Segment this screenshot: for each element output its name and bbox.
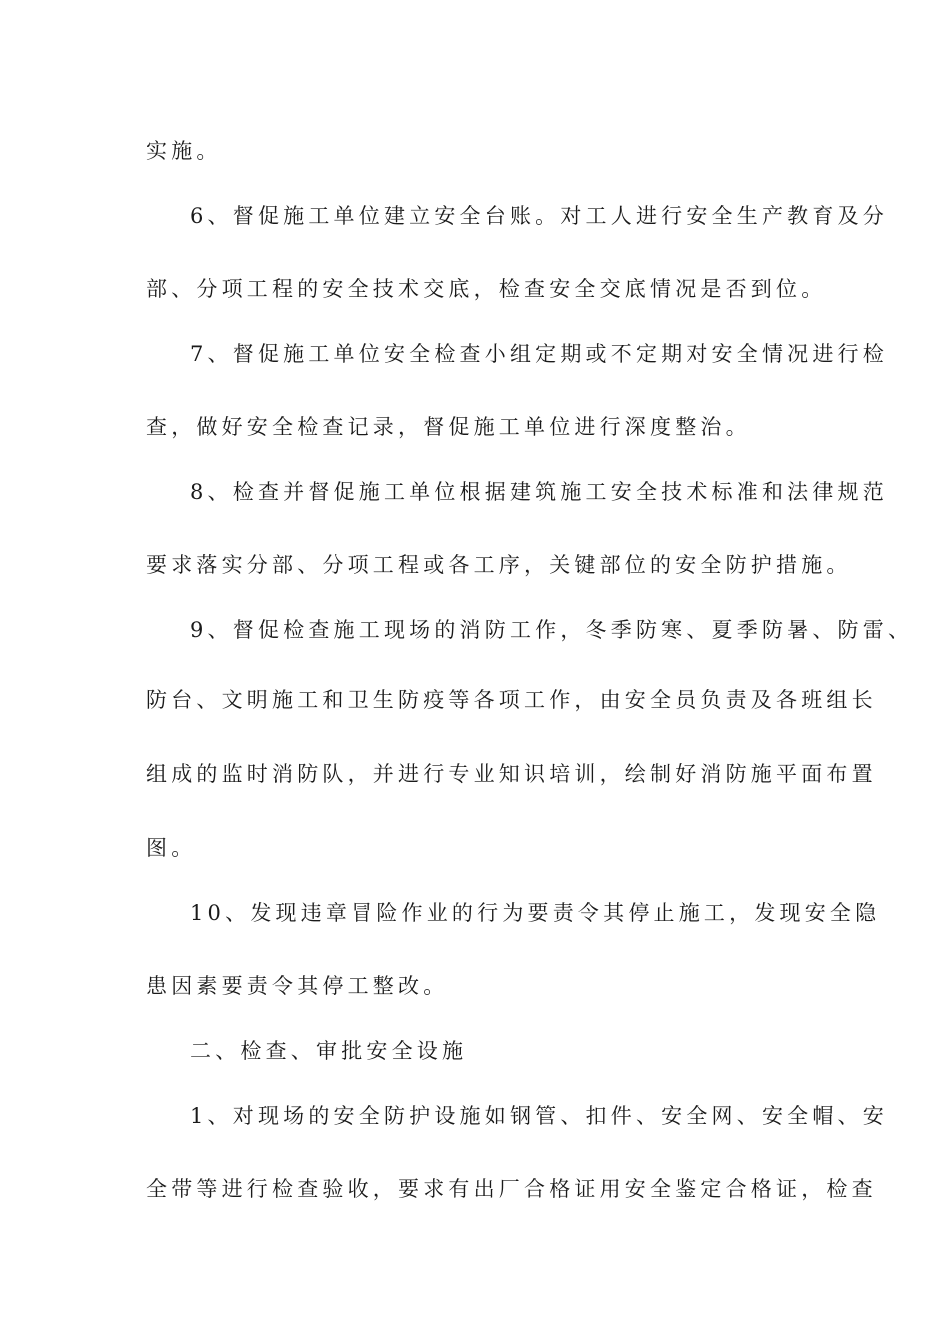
paragraph-line: 查，做好安全检查记录，督促施工单位进行深度整治。	[146, 415, 751, 439]
section-heading: 二、检查、审批安全设施	[190, 1039, 468, 1063]
paragraph-line: 防台、文明施工和卫生防疫等各项工作，由安全员负责及各班组长	[146, 688, 877, 712]
paragraph-line: 组成的监时消防队，并进行专业知识培训，绘制好消防施平面布置	[146, 762, 877, 786]
paragraph-line: 1、对现场的安全防护设施如钢管、扣件、安全网、安全帽、安	[190, 1104, 888, 1128]
paragraph-line: 部、分项工程的安全技术交底，检查安全交底情况是否到位。	[146, 277, 827, 301]
paragraph-line: 图。	[146, 836, 197, 860]
paragraph-line: 要求落实分部、分项工程或各工序，关键部位的安全防护措施。	[146, 553, 852, 577]
paragraph-line: 9、督促检查施工现场的消防工作，冬季防寒、夏季防暑、防雷、	[190, 618, 914, 642]
paragraph-line: 8、检查并督促施工单位根据建筑施工安全技术标准和法律规范	[190, 480, 888, 504]
paragraph-line: 实施。	[146, 139, 222, 163]
paragraph-line: 7、督促施工单位安全检查小组定期或不定期对安全情况进行检	[190, 342, 888, 366]
paragraph-line: 10、发现违章冒险作业的行为要责令其停止施工，发现安全隐	[190, 901, 881, 925]
paragraph-line: 6、督促施工单位建立安全台账。对工人进行安全生产教育及分	[190, 204, 888, 228]
paragraph-line: 全带等进行检查验收，要求有出厂合格证用安全鉴定合格证，检查	[146, 1177, 877, 1201]
paragraph-line: 患因素要责令其停工整改。	[146, 974, 449, 998]
